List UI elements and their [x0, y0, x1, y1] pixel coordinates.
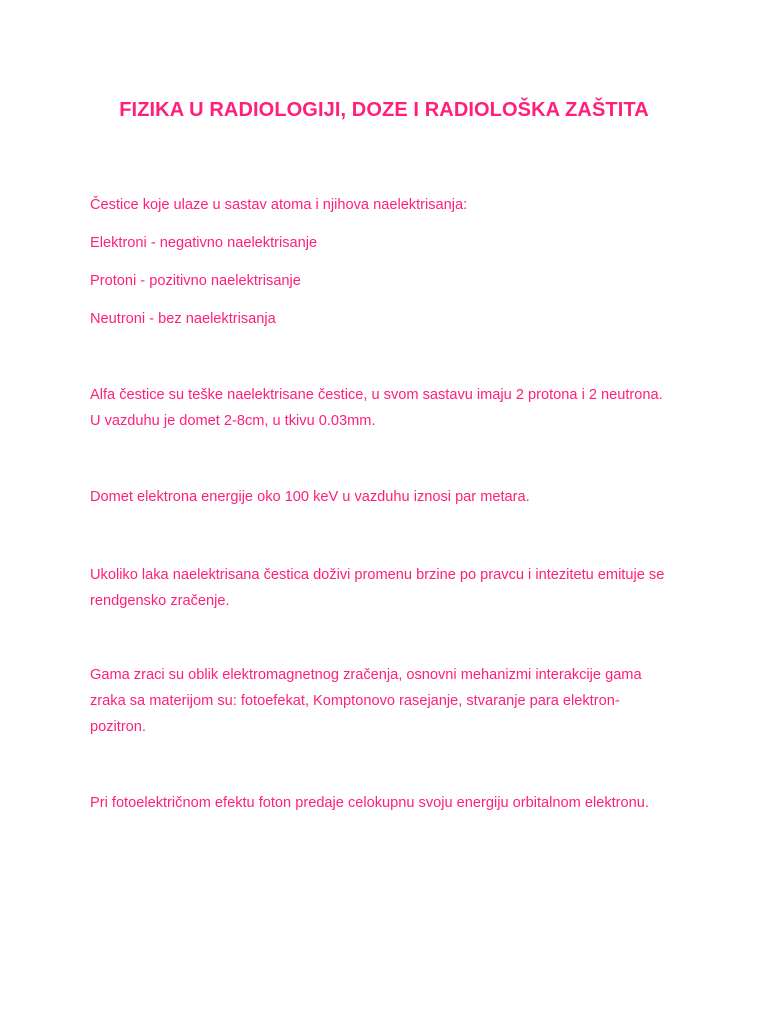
paragraph-photoelectric-effect: Pri fotoelektričnom efektu foton predaje celokupnu svoju energiju orbitalnom elektronu.: [90, 795, 649, 811]
paragraph-electron-range: Domet elektrona energije oko 100 keV u vazduhu iznosi par metara.: [90, 489, 530, 505]
paragraph-bremsstrahlung: Ukoliko laka naelektrisana čestica doživi promenu brzine po pravcu i intezitetu emituje se rendgensko zračenje.: [90, 567, 665, 609]
paragraph-protons: Protoni - pozitivno naelektrisanje: [90, 273, 301, 289]
paragraph-alpha-particles: Alfa čestice su teške naelektrisane čestice, u svom sastavu imaju 2 protona i 2 neutrona. U vazduhu je domet 2-8cm, u tkivu 0.03mm.: [90, 387, 663, 429]
paragraph-particles-intro: Čestice koje ulaze u sastav atoma i njihova naelektrisanja:: [90, 197, 468, 213]
paragraph-electrons: Elektroni - negativno naelektrisanje: [90, 235, 318, 251]
paragraph-neutrons: Neutroni - bez naelektrisanja: [90, 311, 276, 327]
paragraph-gamma-rays: Gama zraci su oblik elektromagnetnog zračenja, osnovni mehanizmi interakcije gama zraka sa materijom su: fotoefekat, Komptonovo rasejanje, stvaranje para elektron-pozitron.: [90, 667, 642, 735]
document-title: FIZIKA U RADIOLOGIJI, DOZE I RADIOLOŠKA ZAŠTITA: [119, 99, 649, 121]
